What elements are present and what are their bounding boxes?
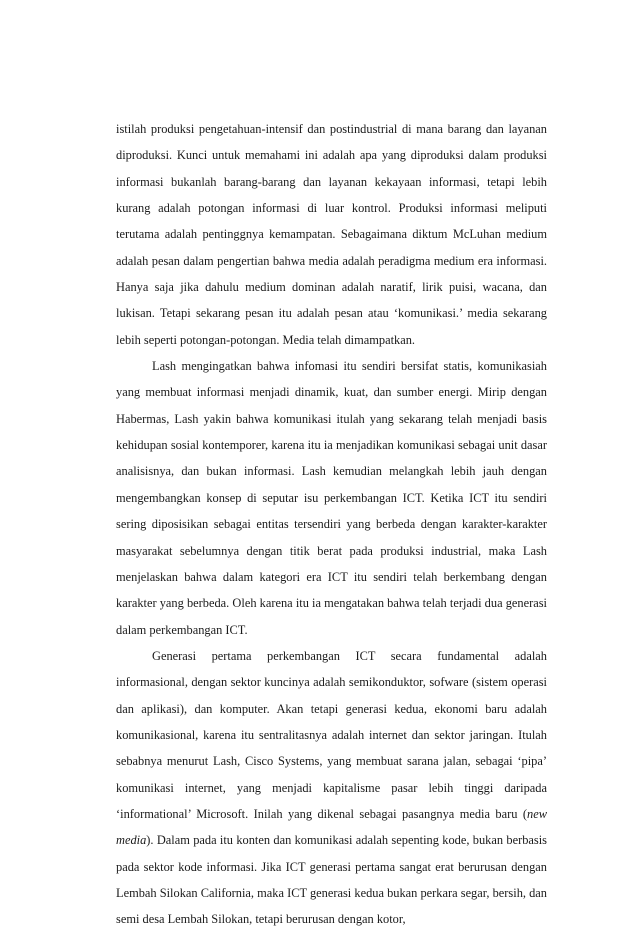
paragraph-3-italic-term: new media [116,806,547,848]
paragraph-3-text-b: ). Dalam pada itu konten dan komunikasi adalah sepenting kode, bukan berbasis pada sektor kode informasi. Jika ICT generasi pertama sangat erat berurusan dengan Lembah Silokan California, maka ICT generasi kedua bukan perkara segar, bersih, dan semi desa Lembah Silokan, tetapi berurusan dengan kotor, [116,833,547,927]
paragraph-1 [116,116,547,353]
paragraph-2 [116,353,547,643]
paragraph-3-text-a: Generasi pertama perkembangan ICT secara fundamental adalah informasional, dengan sektor kuncinya adalah semikonduktor, sofware (sistem operasi dan aplikasi), dan komputer. Akan tetapi generasi kedua, ekonomi baru adalah komunikasional, karena itu sentralitasnya adalah internet dan sektor jaringan. Itulah sebabnya menurut Lash, Cisco Systems, yang membuat sarana jalan, sebagai ‘pipa’ komunikasi internet, yang menjadi kapitalisme pasar lebih tinggi daripada ‘informational’ Microsoft. Inilah yang dikenal sebagai pasangnya media baru ( [116,648,547,821]
paragraph-1-text: istilah produksi pengetahuan-intensif dan postindustrial di mana barang dan layanan diproduksi. Kunci untuk memahami ini adalah apa yang diproduksi dalam produksi informasi bukanlah barang-barang dan layanan kekayaan informasi, tetapi lebih kurang adalah potongan informasi di luar kontrol. Produksi informasi meliputi terutama adalah pentinggnya kemampatan. Sebagaimana diktum McLuhan medium adalah pesan dalam pengertian bahwa media adalah peradigma medium era informasi. Hanya saja jika dahulu medium dominan adalah naratif, lirik puisi, wacana, dan lukisan. Tetapi sekarang pesan itu adalah pesan atau ‘komunikasi.’ media sekarang lebih seperti potongan-potongan. Media telah dimampatkan. [116,122,547,347]
paragraph-2-text: Lash mengingatkan bahwa infomasi itu sendiri bersifat statis, komunikasiah yang membuat informasi menjadi dinamik, kuat, dan sumber energi. Mirip dengan Habermas, Lash yakin bahwa komunikasi itulah yang sekarang telah menjadi basis kehidupan sosial kontemporer, karena itu ia menjadikan komunikasi sebagai unit dasar analisisnya, dan bukan informasi. Lash kemudian melangkah lebih jauh dengan mengembangkan konsep di seputar isu perkembangan ICT. Ketika ICT itu sendiri sering diposisikan sebagai entitas tersendiri yang berbeda dengan karakter-karakter masyarakat sebelumnya dengan titik berat pada produksi industrial, maka Lash menjelaskan bahwa dalam kategori era ICT itu sendiri telah berkembang dengan karakter yang berbeda. Oleh karena itu ia mengatakan bahwa telah terjadi dua generasi dalam perkembangan ICT. [116,359,547,637]
body-text [116,116,547,933]
paragraph-3 [116,643,547,933]
